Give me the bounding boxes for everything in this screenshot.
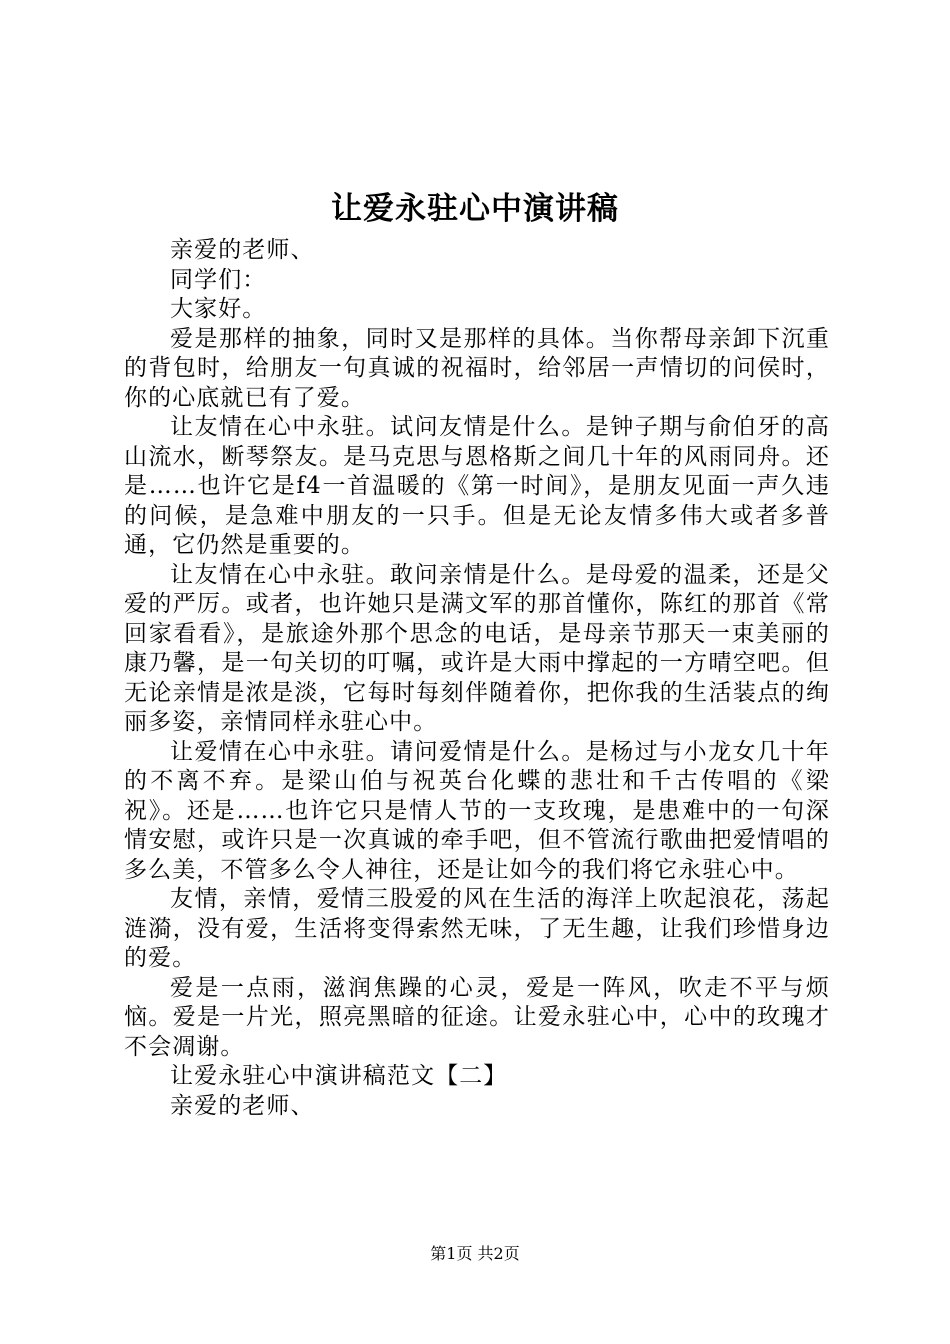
salutation-teachers: 亲爱的老师、 (170, 237, 315, 263)
salutation-students: 同学们： (170, 266, 267, 293)
paragraph-conclusion: 爱是一点雨，滋润焦躁的心灵，爱是一阵风，吹走不平与烦恼。爱是一片光，照亮黑暗的征途。让爱永驻心中，心中的玫瑰才不会凋谢。 (124, 974, 830, 1060)
document-title: 让爱永驻心中演讲稿 (331, 191, 619, 227)
paragraph-romance: 让爱情在心中永驻。请问爱情是什么。是杨过与小龙女几十年的不离不弃。是梁山伯与祝英台化蝶的悲壮和千古传唱的《梁祝》。还是……也许它只是情人节的一支玫瑰，是患难中的一句深情安慰，或许只是一次真诚的牵手吧，但不管流行歌曲把爱情唱的多么美，不管多么令人神往，还是让如今的我们将它永驻心中。 (124, 738, 830, 883)
paragraph-family: 让友情在心中永驻。敢问亲情是什么。是母爱的温柔，还是父爱的严厉。或者，也许她只是满文军的那首懂你，陈红的那首《常回家看看》，是旅途外那个思念的电话，是母亲节那天一束美丽的康乃馨，是一句关切的叮嘱，或许是大雨中撑起的一方晴空吧。但无论亲情是浓是淡，它每时每刻伴随着你，把你我的生活装点的绚丽多姿，亲情同样永驻心中。 (124, 561, 830, 735)
paragraph-intro: 爱是那样的抽象，同时又是那样的具体。当你帮母亲卸下沉重的背包时，给朋友一句真诚的祝福时，给邻居一声情切的问侯时，你的心底就已有了爱。 (124, 325, 830, 411)
document-body (124, 236, 830, 1121)
section-heading-two: 让爱永驻心中演讲稿范文【二】 (170, 1063, 508, 1089)
greeting: 大家好。 (170, 296, 267, 322)
salutation-teachers-two: 亲爱的老师、 (170, 1092, 315, 1119)
paragraph-friendship: 让友情在心中永驻。试问友情是什么。是钟子期与俞伯牙的高山流水，断琴祭友。是马克思与恩格斯之间几十年的风雨同舟。还是……也许它是f4一首温暖的《第一时间》，是朋友见面一声久违的问候，是急难中朋友的一只手。但是无论友情多伟大或者多普通，它仍然是重要的。 (124, 414, 830, 558)
page-footer: 第1页 共2页 (430, 1244, 520, 1263)
paragraph-summary: 友情，亲情，爱情三股爱的风在生活的海洋上吹起浪花，荡起涟漪，没有爱，生活将变得索然无味，了无生趣，让我们珍惜身边的爱。 (124, 886, 830, 971)
